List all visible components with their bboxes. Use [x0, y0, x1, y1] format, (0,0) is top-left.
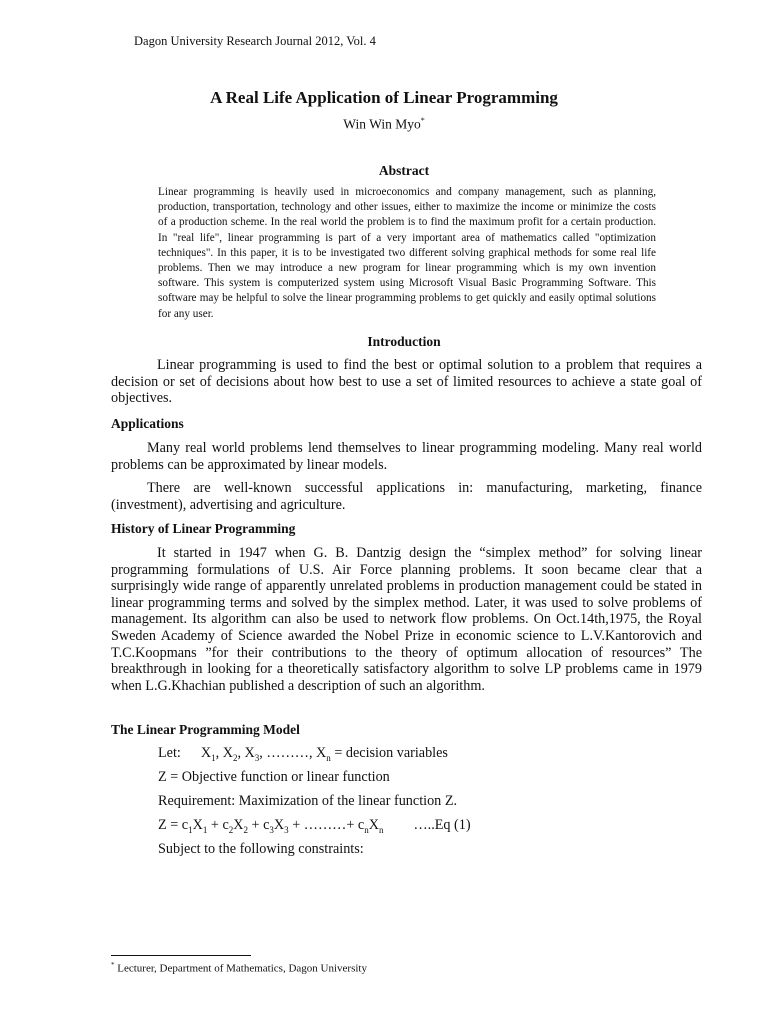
history-text: It started in 1947 when G. B. Dantzig design the “simplex method” for solving linear programming formulations of U.S. Air Force planning problems. It soon became clear that a surprisingly wide range of apparently unrelated problems in production management could be stated in linear programming terms and solved by the simplex method. Later, it was used to solve problems of management. Its algorithm can also be used to network flow problems. On Oct.14th,1975, the Royal Sweden Academy of Science awarded the Nobel Prize in economic science to L.V.Kantorovich and T.C.Koopmans ”for their contributions to the theory of optimum allocation of resources” The breakthrough in looking for a theoretically satisfactory algorithm to solve LP problems came in 1979 when L.G.Khachian published a description of such an algorithm. — [111, 545, 702, 694]
constraints-intro: Subject to the following constraints: — [158, 841, 364, 857]
applications-paragraph-2: There are well-known successful applications in: manufacturing, marketing, finance (investment), advertising and agriculture. — [111, 480, 702, 513]
footnote — [111, 961, 367, 975]
author-line — [0, 116, 768, 133]
abstract-text: Linear programming is heavily used in microeconomics and company management, such as planning, production, transportation, technology and other issues, either to maximize the income or minimize the costs of a production scheme. In the real world the problem is to find the maximum profit for a certain production. In "real life", linear programming is part of a very important area of mathematics called "optimization techniques". In this paper, it is to be investigated two different solving graphical methods for some real life problems. Then we may introduce a new program for linear programming which is my own invention software. This system is computerized system using Microsoft Visual Basic Programming Software. This software may be helpful to solve the linear programming problems to get quickly and easily optimal solutions for any user. — [158, 186, 656, 320]
let-label: Let: — [158, 745, 181, 761]
running-head: Dagon University Research Journal 2012, Vol. 4 — [134, 34, 376, 48]
objective-equation: $Z = c_1X_1 + c_2X_2 + c_3X_3$ + ………+ $c_nX_n$ …..Eq (1) — [158, 817, 471, 835]
footnote-rule — [111, 955, 251, 956]
footnote-text: Lecturer, Department of Mathematics, Dagon University — [114, 962, 367, 975]
equation-label: …..Eq (1) — [413, 817, 471, 833]
paper-title: A Real Life Application of Linear Programming — [210, 88, 558, 107]
applications-heading: Applications — [111, 416, 184, 431]
decision-variables-line: Let: $X_1$, $X_2$, $X_3$, ………, $X_n$ = decision variables — [158, 745, 448, 763]
objective-definition: Z = Objective function or linear function — [158, 769, 390, 785]
introduction-text: Linear programming is used to find the best or optimal solution to a problem that requires a decision or set of decisions about how best to use a set of limited resources to achieve a state goal of objectives. — [111, 357, 702, 407]
history-heading: History of Linear Programming — [111, 521, 296, 536]
applications-paragraph-1: Many real world problems lend themselves to linear programming modeling. Many real world problems can be approximated by linear models. — [111, 440, 702, 473]
requirement-line: Requirement: Maximization of the linear function Z. — [158, 793, 458, 809]
footnote-mark: * — [111, 961, 115, 969]
model-heading: The Linear Programming Model — [111, 722, 300, 737]
introduction-heading: Introduction — [367, 334, 441, 349]
abstract-heading: Abstract — [378, 163, 430, 178]
author-footnote-mark: * — [420, 116, 425, 125]
author-name: Win Win Myo — [343, 116, 421, 132]
